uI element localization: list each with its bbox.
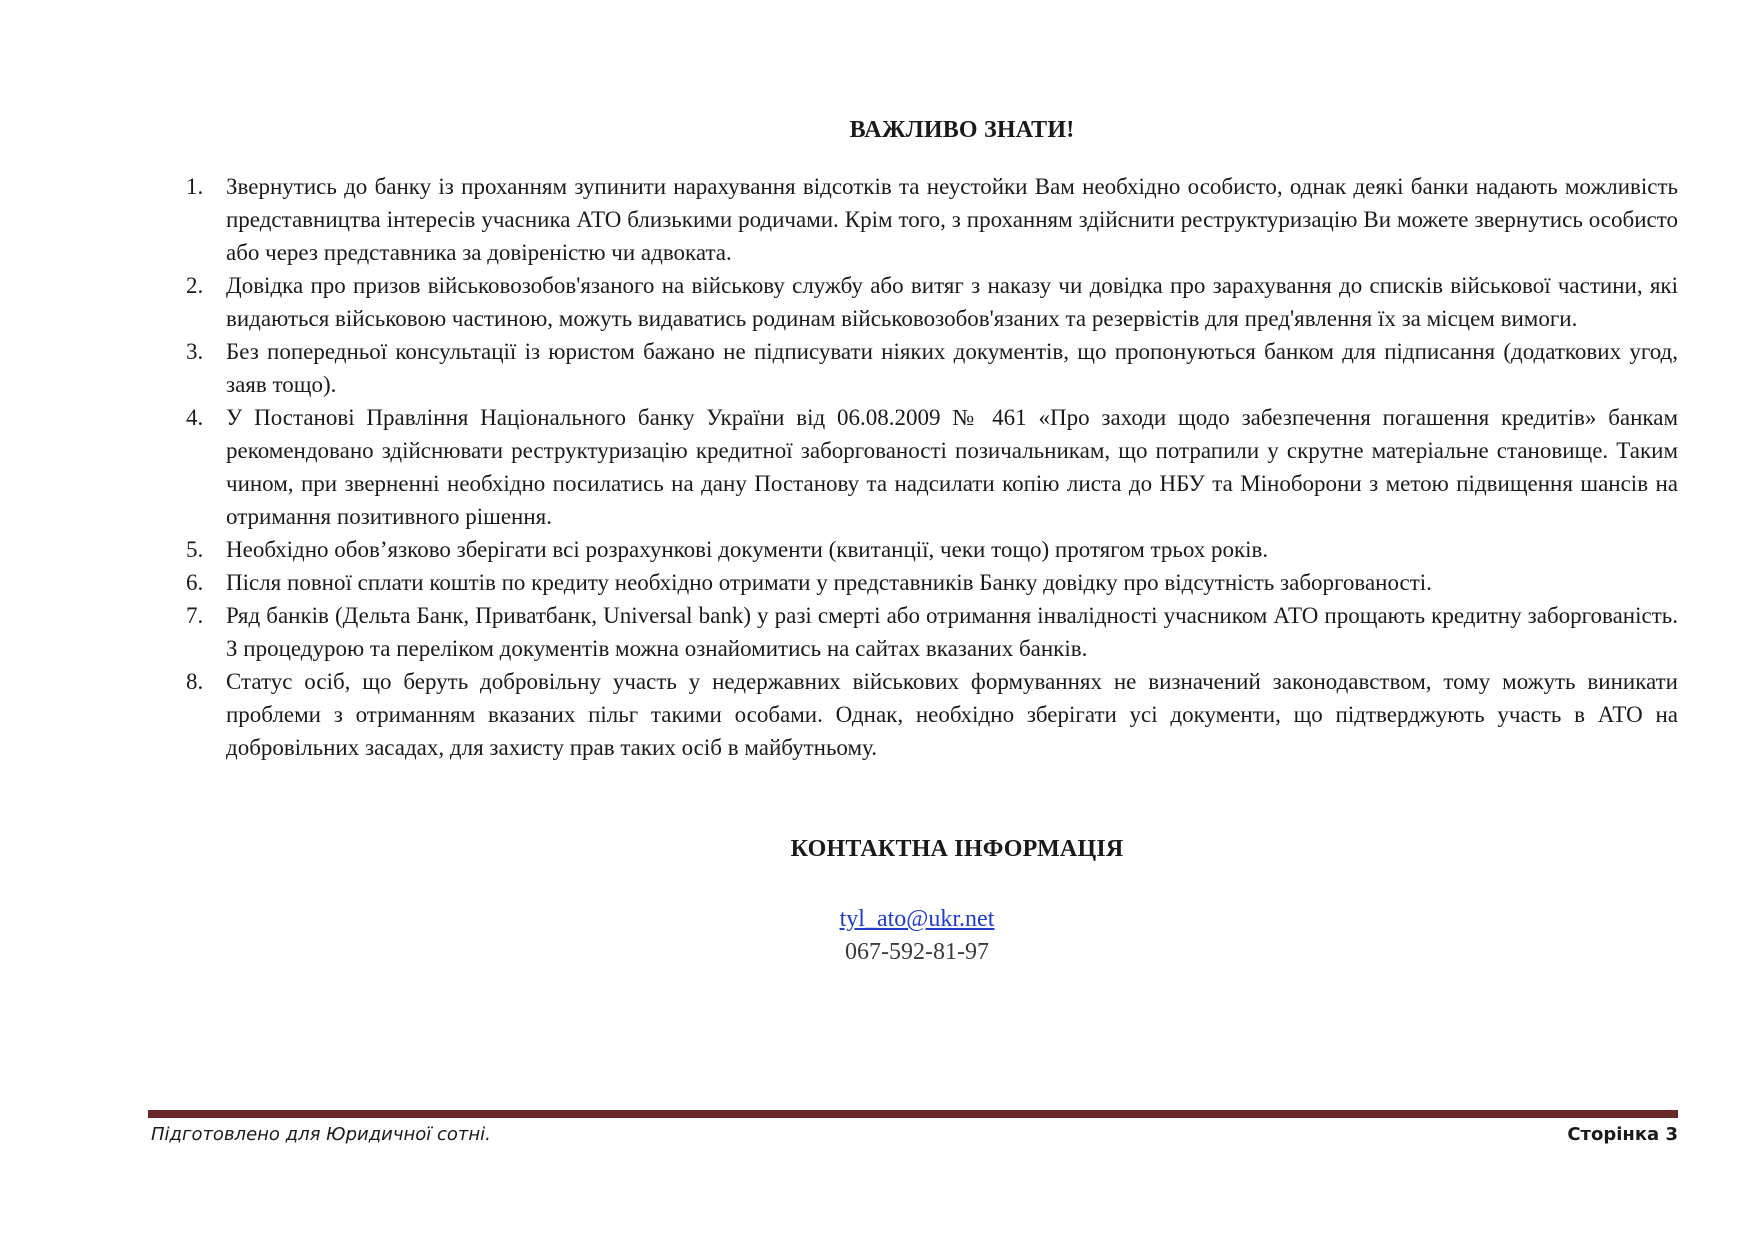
list-item-number: 1.: [186, 174, 204, 199]
list-item-number: 5.: [186, 537, 204, 562]
list-item-number: 3.: [186, 339, 204, 364]
contact-phone: 067-592-81-97: [845, 939, 989, 965]
footer-prepared-for: Підготовлено для Юридичної сотні.: [151, 1124, 491, 1145]
list-item-number: 2.: [186, 273, 204, 298]
list-item-8: [186, 665, 1678, 764]
list-item-text: Після повної сплати коштів по кредиту необхідно отримати у представників Банку довідку про відсутність заборгованості.: [226, 570, 1432, 595]
list-item-text: Ряд банків (Дельта Банк, Приватбанк, Universal bank) у разі смерті або отримання інвалідності учасником АТО прощають кредитну заборгованість. З процедурою та переліком документів можна ознайомитись на сайтах вказаних банків.: [226, 603, 1678, 661]
contact-email-link[interactable]: tyl_ato@ukr.net: [839, 906, 995, 932]
list-item-text: Статус осіб, що беруть добровільну участь у недержавних військових формуваннях не визначений законодавством, тому можуть виникати проблеми з отриманням вказаних пільг такими особами. Однак, необхідно зберігати усі документи, що підтверджують участь в АТО на добровільних засадах, для захисту прав таких осіб в майбутньому.: [226, 669, 1678, 760]
footer-divider: [148, 1110, 1678, 1118]
list-item-2: [186, 269, 1678, 335]
list-item-text: Необхідно обов’язково зберігати всі розрахункові документи (квитанції, чеки тощо) протягом трьох років.: [226, 537, 1269, 562]
contacts-heading: КОНТАКТНА ІНФОРМАЦІЯ: [790, 836, 1124, 862]
list-item-number: 8.: [186, 669, 204, 694]
list-item-7: [186, 599, 1678, 665]
footer-page-number: Сторінка 3: [1567, 1124, 1678, 1145]
list-item-text: Без попередньої консультації із юристом бажано не підписувати ніяких документів, що пропонуються банком для підписання (додаткових угод, заяв тощо).: [226, 339, 1678, 397]
list-item-6: [186, 566, 1678, 599]
list-item-number: 7.: [186, 603, 204, 628]
list-item-5: [186, 533, 1678, 566]
list-item-number: 6.: [186, 570, 204, 595]
list-item-text: У Постанові Правління Національного банку України від 06.08.2009 № 461 «Про заходи щодо забезпечення погашення кредитів» банкам рекомендовано здійснювати реструктуризацію кредитної заборгованості позичальникам, що потрапили у скрутне матеріальне становище. Таким чином, при зверненні необхідно посилатись на дану Постанову та надсилати копію листа до НБУ та Міноборони з метою підвищення шансів на отримання позитивного рішення.: [226, 405, 1678, 529]
list-item-1: [186, 170, 1678, 269]
important-list: [186, 170, 1678, 764]
list-item-number: 4.: [186, 405, 204, 430]
important-heading: ВАЖЛИВО ЗНАТИ!: [849, 117, 1075, 143]
list-item-4: [186, 401, 1678, 533]
contact-email-row: [0, 903, 1754, 936]
list-item-text: Звернутись до банку із проханням зупинити нарахування відсотків та неустойки Вам необхідно особисто, однак деякі банки надають можливість представництва інтересів учасника АТО близькими родичами. Крім того, з проханням здійснити реструктуризацію Ви можете звернутись особисто або через представника за довіреністю чи адвоката.: [226, 174, 1678, 265]
list-item-3: [186, 335, 1678, 401]
list-item-text: Довідка про призов військовозобов'язаного на військову службу або витяг з наказу чи довідка про зарахування до списків військової частини, які видаються військовою частиною, можуть видаватись родинам військовозобов'язаних та резервістів для пред'явлення їх за місцем вимоги.: [226, 273, 1678, 331]
